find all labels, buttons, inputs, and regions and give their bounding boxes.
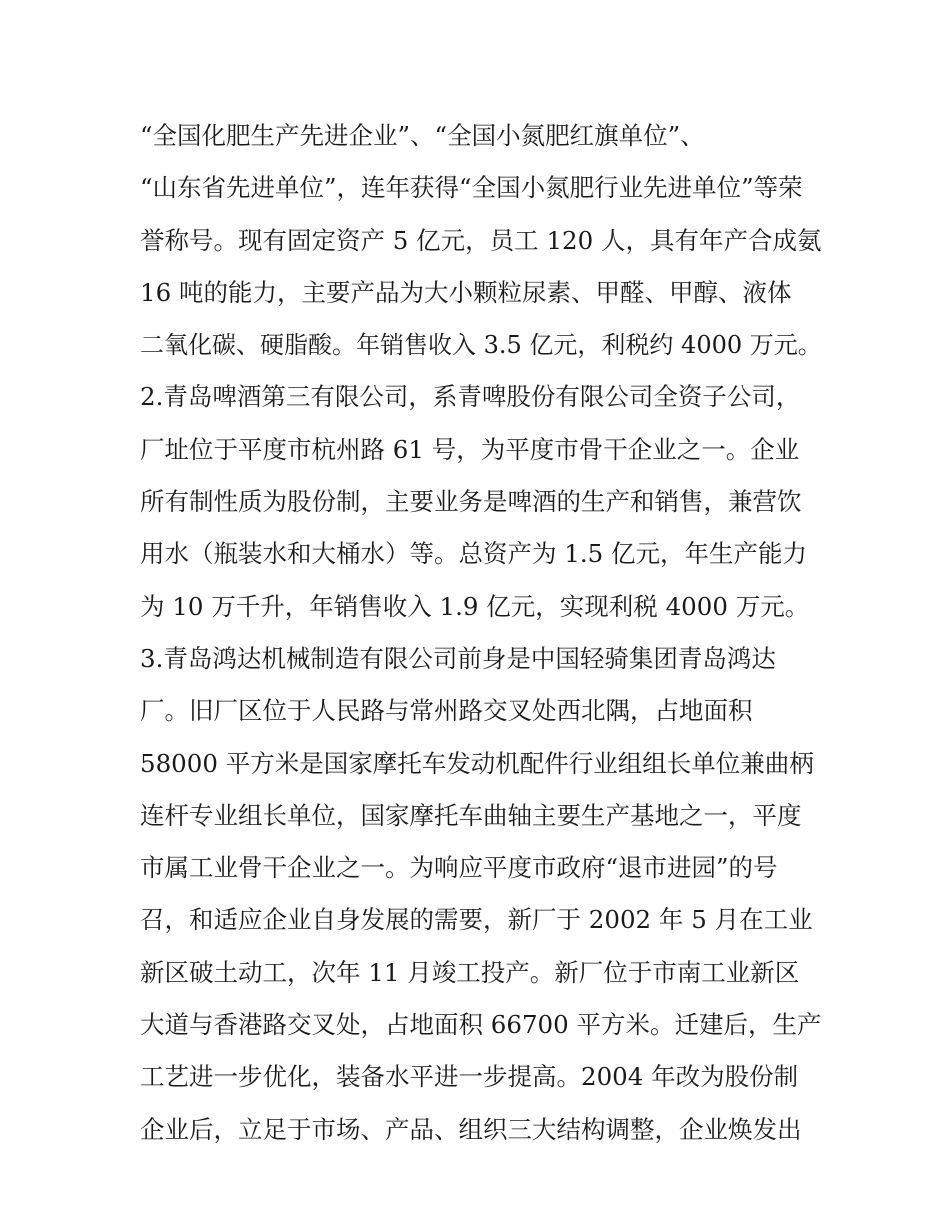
text-line-18: 大道与香港路交叉处，占地面积 66700 平方米。迁建后，生产: [140, 1010, 822, 1040]
text-line-12: 厂。旧厂区位于人民路与常州路交叉处西北隅，占地面积: [140, 696, 753, 726]
text-line-9: 用水（瓶装水和大桶水）等。总资产为 1.5 亿元，年生产能力: [140, 539, 808, 569]
text-line-3: 誉称号。现有固定资产 5 亿元，员工 120 人，具有年产合成氨: [140, 225, 822, 255]
text-line-17: 新区破土动工，次年 11 月竣工投产。新厂位于市南工业新区: [140, 957, 800, 987]
text-line-1: “全国化肥生产先进企业”、“全国小氮肥红旗单位”、: [140, 121, 705, 150]
text-line-16: 召，和适应企业自身发展的需要，新厂于 2002 年 5 月在工业: [140, 905, 813, 935]
text-line-14: 连杆专业组长单位，国家摩托车曲轴主要生产基地之一，平度: [140, 800, 802, 830]
text-line-13: 58000 平方米是国家摩托车发动机配件行业组组长单位兼曲柄: [140, 748, 814, 778]
text-line-20: 企业后，立足于市场、产品、组织三大结构调整，企业焕发出: [140, 1114, 802, 1144]
text-line-15: 市属工业骨干企业之一。为响应平度市政府“退市进园”的号: [140, 853, 778, 883]
text-line-11: 3.青岛鸿达机械制造有限公司前身是中国轻骑集团青岛鸿达: [140, 643, 776, 673]
text-line-5: 二氧化碳、硬脂酸。年销售收入 3.5 亿元，利税约 4000 万元。: [140, 331, 822, 360]
body-text: [140, 110, 830, 1156]
text-line-2: “山东省先进单位”，连年获得“全国小氮肥行业先进单位”等荣: [140, 173, 803, 203]
text-line-8: 所有制性质为股份制，主要业务是啤酒的生产和销售，兼营饮: [140, 487, 802, 517]
text-line-6: 2.青岛啤酒第三有限公司，系青啤股份有限公司全资子公司，: [140, 382, 801, 412]
text-line-19: 工艺进一步优化，装备水平进一步提高。2004 年改为股份制: [140, 1062, 799, 1092]
text-line-7: 厂址位于平度市杭州路 61 号，为平度市骨干企业之一。企业: [140, 434, 800, 464]
text-line-10: 为 10 万千升，年销售收入 1.9 亿元，实现利税 4000 万元。: [140, 591, 810, 621]
text-line-4: 16 吨的能力，主要产品为大小颗粒尿素、甲醛、甲醇、液体: [140, 277, 792, 307]
